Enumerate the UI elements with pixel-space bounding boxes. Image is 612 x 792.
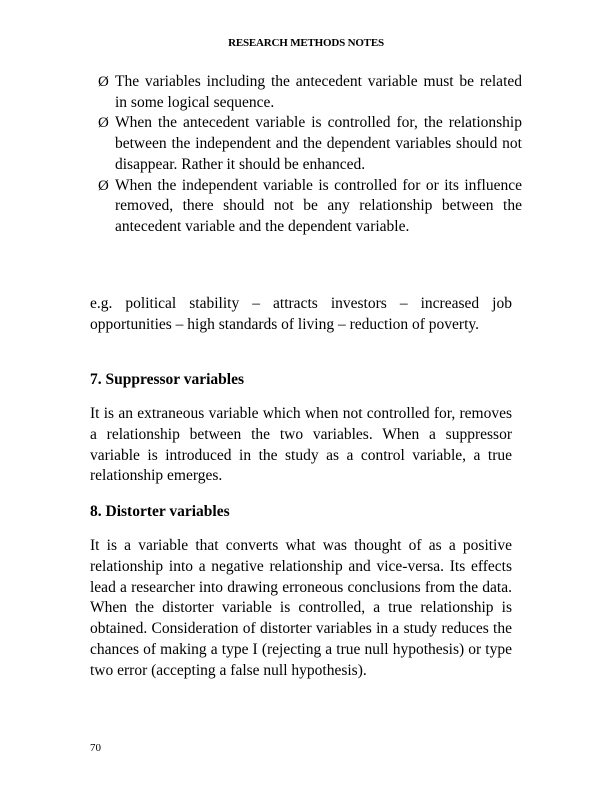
bullet-text: When the independent variable is controlled for or its influence removed, there should not be any relationship between the antecedent variable and the dependent variable. [115, 176, 522, 235]
example-paragraph: e.g. political stability – attracts investors – increased job opportunities – high standards of living – reduction of poverty. [90, 295, 512, 333]
section-heading-suppressor: 7. Suppressor variables [90, 371, 245, 388]
suppressor-paragraph: It is an extraneous variable which when not controlled for, removes a relationship between the two variables. When a suppressor variable is introduced in the study as a control variable, a true relationship emerges. [90, 405, 512, 485]
bullet-text: The variables including the antecedent variable must be related in some logical sequence. [115, 73, 522, 111]
distorter-paragraph: It is a variable that converts what was thought of as a positive relationship into a negative relationship and vice-versa. Its effects lead a researcher into drawing erroneous conclusions from the data. When the distorter variable is controlled, a true relationship is obtained. Consideration of distorter variables in a study reduces the chances of making a type I (rejecting a true null hypothesis) or type two error (accepting a false null hypothesis). [90, 537, 512, 679]
bullet-item [98, 176, 522, 238]
bullet-text: When the antecedent variable is controlled for, the relationship between the independent and the dependent variables should not disappear. Rather it should be enhanced. [115, 114, 522, 173]
bullet-item [98, 72, 522, 113]
running-header: RESEARCH METHODS NOTES [228, 37, 384, 49]
arrow-bullet-icon: Ø [98, 74, 109, 90]
section-heading-distorter: 8. Distorter variables [90, 503, 230, 520]
arrow-bullet-icon: Ø [98, 177, 109, 194]
bullet-list [98, 72, 522, 238]
arrow-bullet-icon: Ø [98, 115, 109, 132]
bullet-item [98, 113, 522, 175]
page-number: 70 [90, 742, 101, 754]
